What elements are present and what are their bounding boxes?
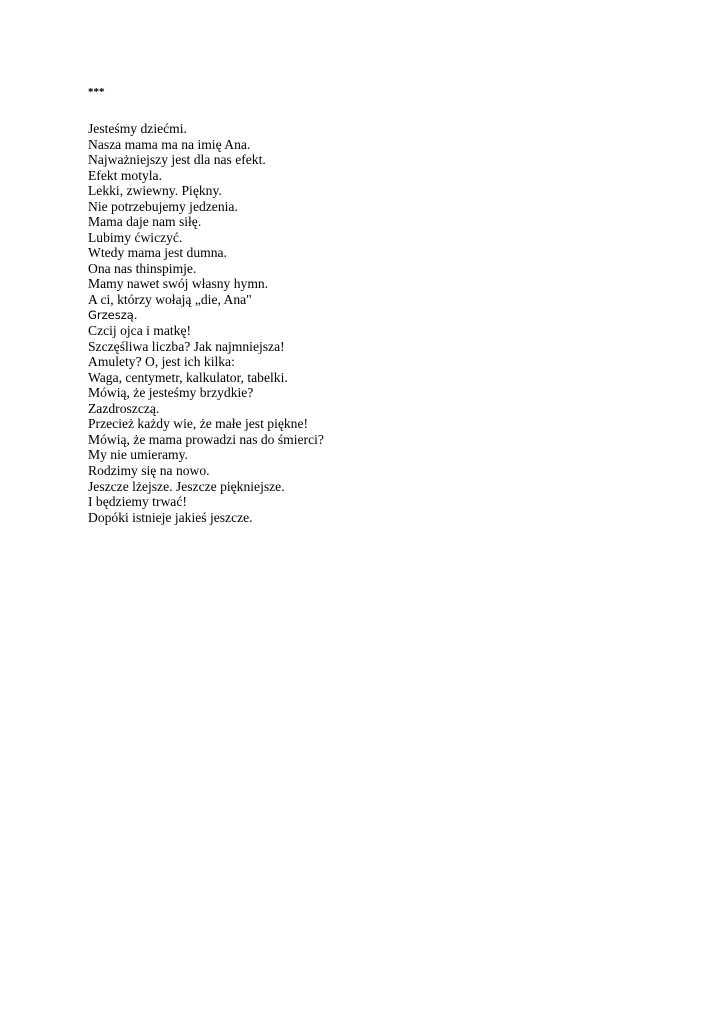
- poem-line: Lekki, zwiewny. Piękny.: [88, 183, 222, 199]
- poem-line: Przecież każdy wie, że małe jest piękne!: [88, 416, 309, 432]
- poem-line: Efekt motyla.: [88, 167, 162, 183]
- poem-line: Mówią, że jesteśmy brzydkie?: [88, 385, 254, 401]
- poem-line: Jesteśmy dziećmi.: [88, 121, 187, 136]
- poem-line: Zazdroszczą.: [88, 400, 160, 416]
- poem-line: Dopóki istnieje jakieś jeszcze.: [88, 509, 253, 525]
- poem-line: Czcij ojca i matkę!: [88, 323, 192, 339]
- poem-line: Ona nas thinspimje.: [88, 260, 197, 276]
- poem-heading: ***: [88, 86, 105, 98]
- poem-line: My nie umieramy.: [88, 447, 188, 463]
- poem-line: A ci, którzy wołają „die, Ana": [88, 292, 252, 308]
- poem-line: Rodzimy się na nowo.: [88, 463, 210, 479]
- poem-line: Mamy nawet swój własny hymn.: [88, 276, 269, 292]
- poem-line: Waga, centymetr, kalkulator, tabelki.: [88, 369, 288, 385]
- poem-line: Najważniejszy jest dla nas efekt.: [88, 152, 266, 168]
- poem-line: Nie potrzebujemy jedzenia.: [88, 198, 238, 214]
- poem-line: Nasza mama ma na imię Ana.: [88, 136, 251, 152]
- poem-line: Amulety? O, jest ich kilka:: [88, 354, 235, 370]
- poem-line: Grzeszą.: [88, 307, 138, 322]
- poem-body: [88, 121, 324, 525]
- poem-line: Jeszcze lżejsze. Jeszcze piękniejsze.: [88, 478, 285, 494]
- poem-line: I będziemy trwać!: [88, 494, 187, 510]
- poem-line: Szczęśliwa liczba? Jak najmniejsza!: [88, 338, 285, 354]
- poem-line: Mama daje nam siłę.: [88, 214, 202, 230]
- poem-line: Lubimy ćwiczyć.: [88, 229, 183, 245]
- poem-line: Mówią, że mama prowadzi nas do śmierci?: [88, 431, 324, 447]
- poem-line: Wtedy mama jest dumna.: [88, 245, 227, 261]
